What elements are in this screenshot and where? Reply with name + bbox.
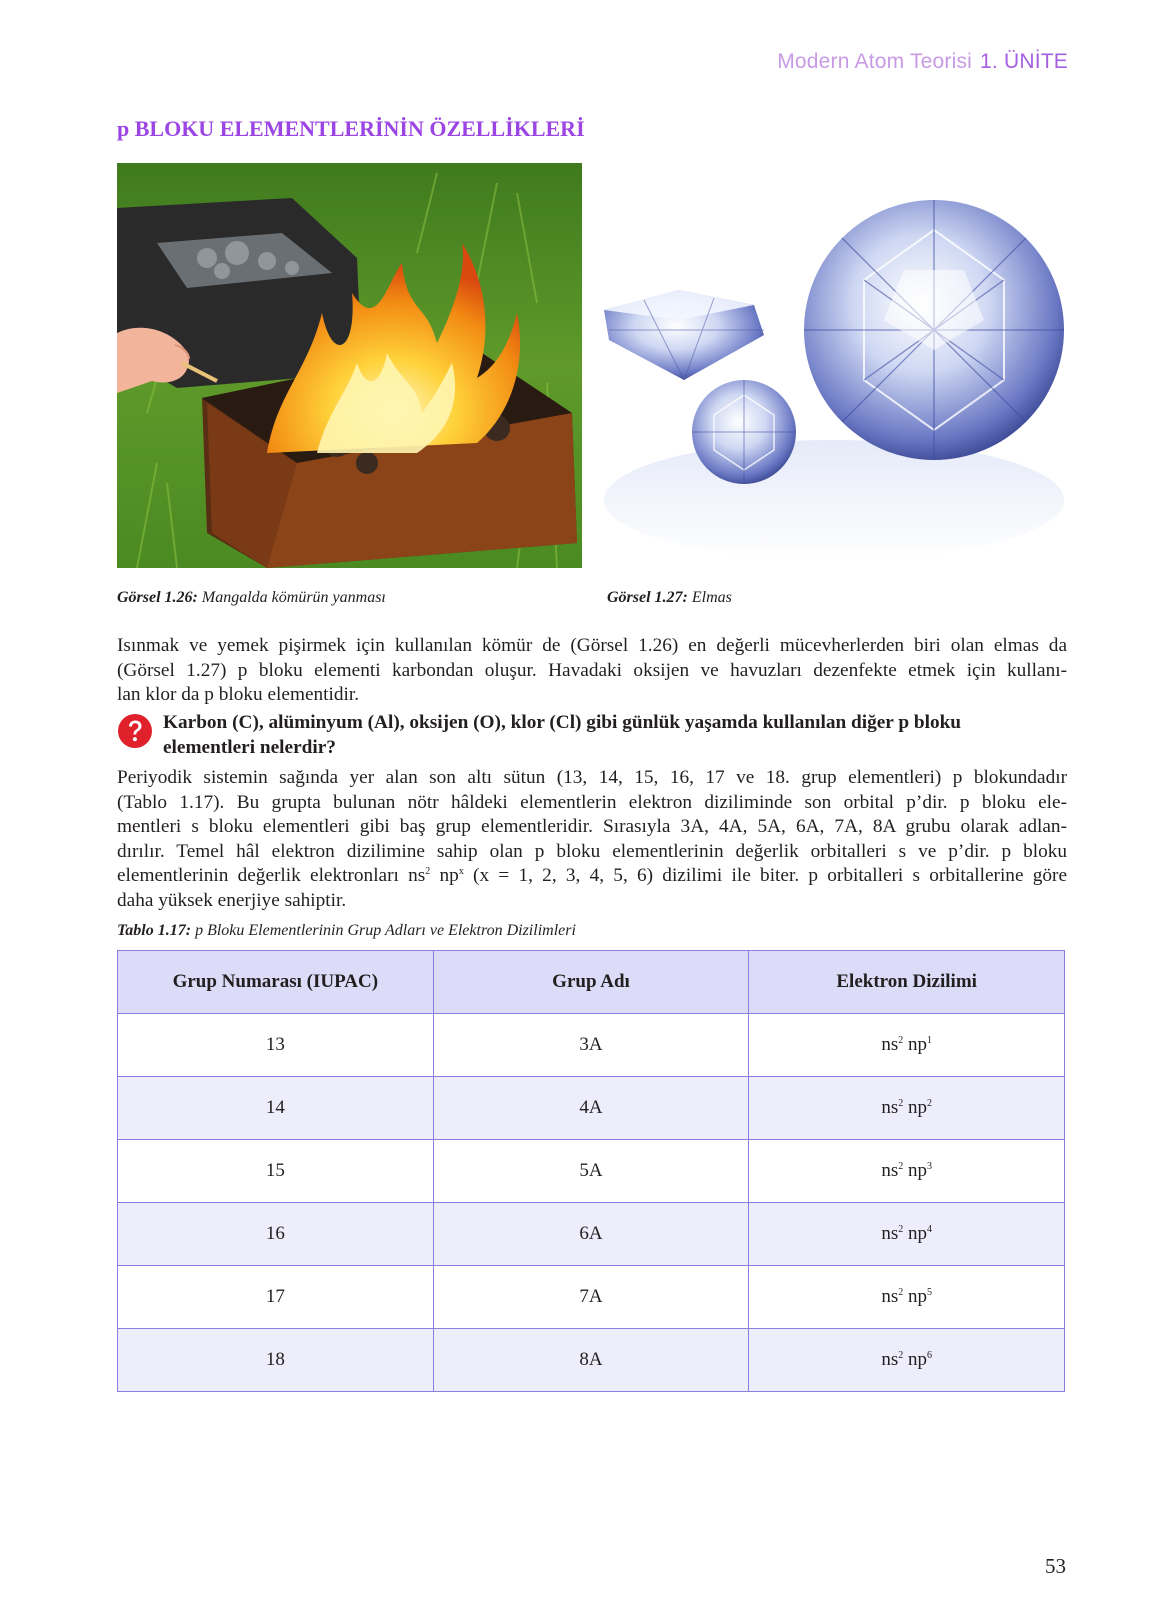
group-number-cell: 14	[118, 1077, 434, 1140]
paragraph-line: Isınmak ve yemek pişirmek için kullanılan kömür de (Görsel 1.26) en değerli mücevherlerden biri olan elmas da	[117, 635, 1067, 656]
superscript: x	[458, 866, 464, 877]
table-caption-text: p Bloku Elementlerinin Grup Adları ve Elektron Dizilimleri	[195, 922, 576, 939]
table-row	[118, 1266, 1065, 1329]
figure-label-2: Görsel 1.27:	[607, 589, 688, 606]
intro-paragraph	[117, 634, 1067, 708]
figure-caption-2	[607, 589, 732, 607]
paragraph-line: mentleri s bloku elementleri gibi baş grup elementleridir. Sırasıyla 3A, 4A, 5A, 6A, 7A, 8A grubu olarak adlan-	[117, 816, 1067, 837]
header-group-name: Grup Adı	[433, 951, 749, 1014]
paragraph-line: dırılır. Temel hâl elektron dizilimine sahip olan p bloku elementlerinin değerlik orbitalleri s ve p’dir. p bloku	[117, 840, 1067, 862]
group-number-cell: 18	[118, 1329, 434, 1392]
table-row	[118, 1203, 1065, 1266]
figure-caption-text-1: Mangalda kömürün yanması	[201, 589, 386, 606]
header-electron-configuration: Elektron Dizilimi	[749, 951, 1065, 1014]
group-number-cell: 15	[118, 1140, 434, 1203]
group-name-cell: 6A	[433, 1203, 749, 1266]
group-name-cell: 3A	[433, 1014, 749, 1077]
table-header-row	[118, 951, 1065, 1014]
figure-caption-text-2: Elmas	[691, 589, 732, 606]
table-row	[118, 1329, 1065, 1392]
table-row	[118, 1014, 1065, 1077]
paragraph-line: (Tablo 1.17). Bu grupta bulunan nötr hâldeki elementlerin elektron diziliminde son orbital p’dir. p bloku ele-	[117, 791, 1067, 813]
table-row	[118, 1140, 1065, 1203]
configuration-cell: $ns^2$ $np^3$	[749, 1140, 1065, 1203]
paragraph-line: lan klor da p bloku elementidir.	[117, 684, 360, 705]
figure-caption-1	[117, 589, 386, 607]
group-number-cell: 17	[118, 1266, 434, 1329]
paragraph-line	[117, 864, 1067, 889]
text-segment: np	[430, 865, 459, 886]
paragraph-line: (Görsel 1.27) p bloku elementi karbondan oluşur. Havadaki oksijen ve havuzları dezenfekte etmek için kullanı-	[117, 659, 1067, 681]
group-name-cell: 7A	[433, 1266, 749, 1329]
book-title: Modern Atom Teorisi	[777, 50, 973, 73]
diamonds-photo	[604, 170, 1064, 565]
table-row	[118, 1077, 1065, 1140]
superscript: 2	[425, 866, 431, 877]
group-name-cell: 8A	[433, 1329, 749, 1392]
paragraph-line: Periyodik sistemin sağında yer alan son altı sütun (13, 14, 15, 16, 17 ve 18. grup elementleri) p blokundadır	[117, 767, 1067, 788]
text-segment: (x = 1, 2, 3, 4, 5, 6) dizilimi ile biter. p orbitalleri s orbitallerine göre	[463, 865, 1068, 886]
section-title: p BLOKU ELEMENTLERİNİN ÖZELLİKLERİ	[117, 116, 585, 141]
table-caption	[117, 922, 576, 940]
figure-label-1: Görsel 1.26:	[117, 589, 198, 606]
unit-label: 1. ÜNİTE	[980, 50, 1068, 73]
question-mark-icon	[117, 713, 153, 749]
configuration-cell: $ns^2$ $np^1$	[749, 1014, 1065, 1077]
group-number-cell: 16	[118, 1203, 434, 1266]
question-line: elementleri nelerdir?	[163, 736, 336, 758]
running-head	[777, 50, 1068, 74]
group-name-cell: 5A	[433, 1140, 749, 1203]
configuration-cell: $ns^2$ $np^4$	[749, 1203, 1065, 1266]
question-line: Karbon (C), alüminyum (Al), oksijen (O), klor (Cl) gibi günlük yaşamda kullanılan diğer p bloku	[163, 712, 962, 733]
body-paragraph	[117, 766, 1067, 913]
table-label: Tablo 1.17:	[117, 922, 192, 939]
question-text	[163, 711, 1063, 760]
paragraph-line: daha yüksek enerjiye sahiptir.	[117, 889, 347, 911]
configuration-cell: $ns^2$ $np^2$	[749, 1077, 1065, 1140]
header-group-number: Grup Numarası (IUPAC)	[118, 951, 434, 1014]
page-number: 53	[1045, 1554, 1066, 1578]
barbecue-fire-photo	[117, 163, 582, 568]
configuration-cell: $ns^2$ $np^6$	[749, 1329, 1065, 1392]
configuration-cell: $ns^2$ $np^5$	[749, 1266, 1065, 1329]
group-name-cell: 4A	[433, 1077, 749, 1140]
text-segment: elementlerinin değerlik elektronları ns	[117, 865, 426, 886]
electron-configuration-table	[117, 950, 1065, 1392]
group-number-cell: 13	[118, 1014, 434, 1077]
